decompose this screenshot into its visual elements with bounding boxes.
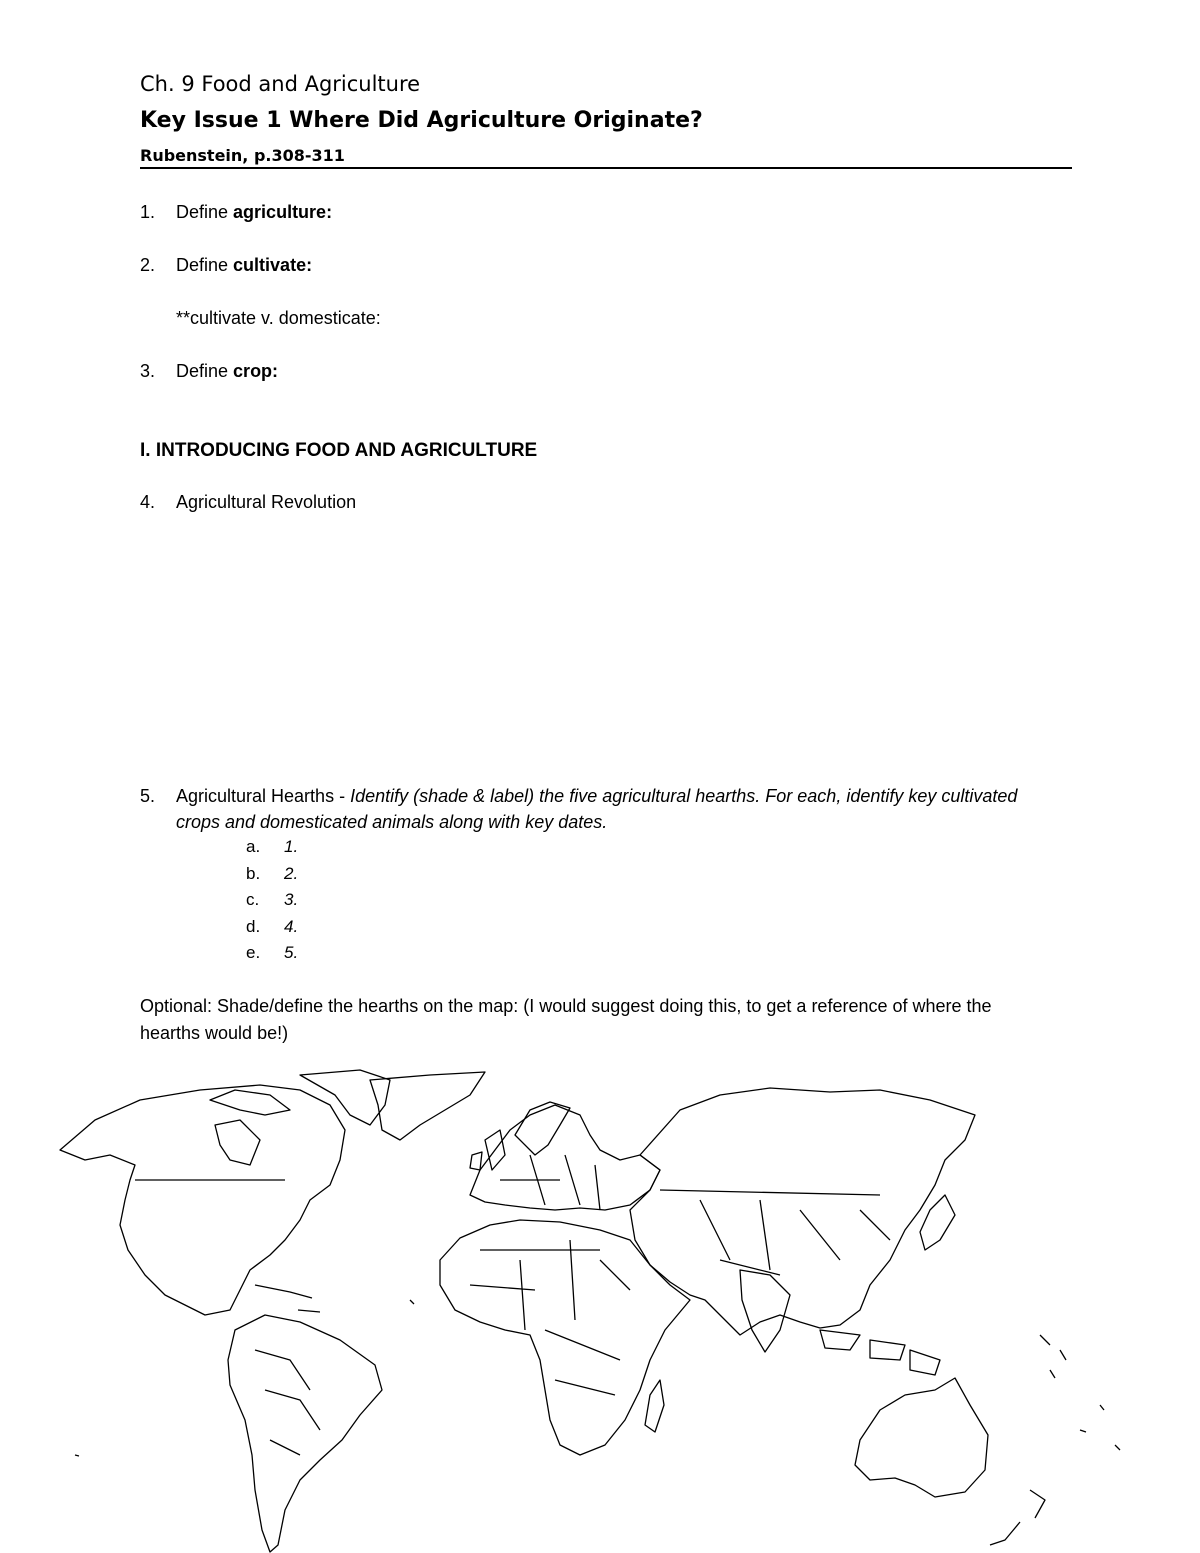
new-zealand — [990, 1490, 1045, 1545]
list-item — [246, 887, 298, 914]
question-prefix: Define — [176, 255, 234, 275]
item-number: 1. — [284, 837, 299, 856]
question-number: 2. — [140, 255, 156, 275]
chapter-title: Ch. 9 Food and Agriculture — [140, 72, 421, 96]
question-5 — [140, 783, 1040, 835]
question-term: cultivate: — [233, 255, 313, 275]
british-isles — [470, 1130, 505, 1170]
question-1 — [140, 202, 332, 223]
north-america-outline — [60, 1085, 345, 1315]
arctic-islands — [210, 1070, 390, 1125]
africa-borders — [470, 1240, 630, 1395]
question-2 — [140, 255, 312, 276]
header-rule — [140, 167, 1072, 169]
question-text: Agricultural Revolution — [176, 492, 357, 512]
caribbean — [255, 1285, 320, 1312]
pacific-islands — [75, 1300, 1120, 1456]
question-number: 4. — [140, 492, 156, 512]
question-lead: Agricultural Hearths - — [176, 786, 351, 806]
item-letter: b. — [246, 863, 261, 883]
source-citation: Rubenstein, p.308-311 — [140, 146, 345, 165]
world-outline-map — [0, 1060, 1200, 1553]
europe-borders — [500, 1155, 600, 1210]
asia-borders — [660, 1190, 890, 1275]
item-letter: d. — [246, 916, 261, 936]
india — [740, 1270, 790, 1352]
list-item — [246, 914, 298, 941]
question-number: 5. — [140, 786, 156, 806]
south-america-borders — [255, 1350, 320, 1455]
south-america-outline — [228, 1315, 382, 1552]
item-number: 3. — [284, 890, 299, 909]
question-number: 3. — [140, 361, 156, 381]
question-term: crop: — [233, 361, 279, 381]
australia-outline — [855, 1378, 988, 1497]
item-letter: e. — [246, 943, 261, 962]
question-3 — [140, 361, 278, 382]
southeast-asia-islands — [820, 1330, 1066, 1375]
item-letter: a. — [246, 837, 261, 856]
question-4 — [140, 492, 356, 513]
item-letter: c. — [246, 890, 260, 909]
greenland-outline — [370, 1072, 485, 1140]
hearth-list — [246, 834, 298, 967]
question-term: agriculture: — [233, 202, 333, 222]
question-number: 1. — [140, 202, 156, 222]
optional-instructions: Optional: Shade/define the hearths on the map: (I would suggest doing this, to get a reference of where the hearths would be!) — [140, 996, 992, 1043]
list-item — [246, 834, 298, 861]
europe-outline — [470, 1105, 660, 1210]
key-issue-title: Key Issue 1 Where Did Agriculture Originate? — [140, 108, 703, 133]
list-item — [246, 861, 298, 888]
japan — [920, 1195, 955, 1250]
section-heading: I. INTRODUCING FOOD AND AGRICULTURE — [140, 440, 538, 461]
item-number: 5. — [284, 943, 299, 962]
list-item — [246, 940, 298, 967]
question-instruction: Identify (shade & label) the five agricultural hearths. For each, identify key cultivated crops and domesticated animals along with key dates. — [176, 786, 1018, 832]
question-prefix: Define — [176, 361, 234, 381]
item-number: 2. — [284, 863, 299, 883]
cultivate-domesticate-note: **cultivate v. domesticate: — [176, 308, 381, 328]
madagascar — [645, 1380, 664, 1432]
question-prefix: Define — [176, 202, 234, 222]
hudson-bay — [215, 1120, 260, 1165]
item-number: 4. — [284, 916, 299, 936]
asia-outline — [630, 1088, 975, 1335]
